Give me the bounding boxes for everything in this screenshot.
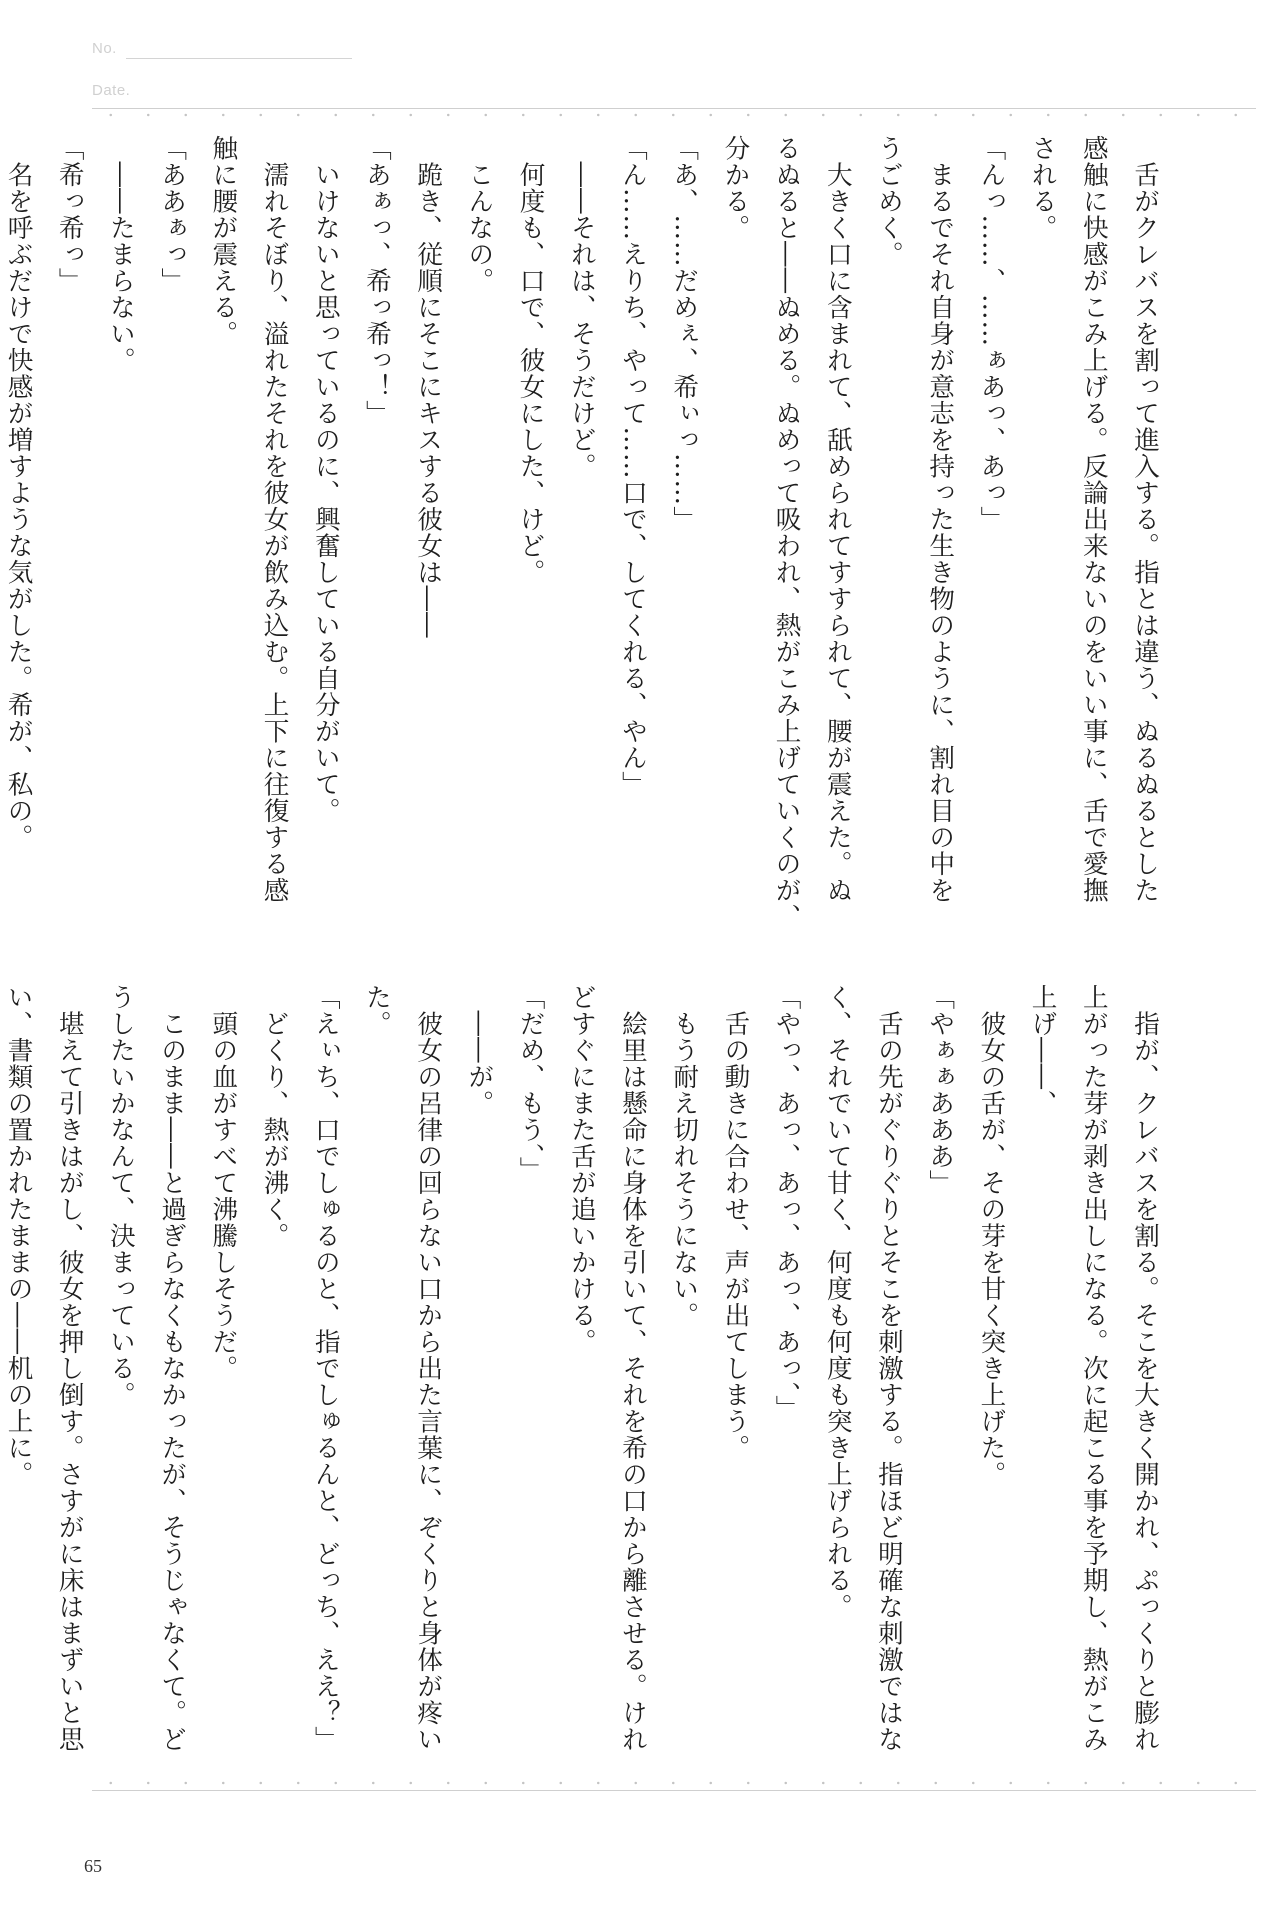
text-line: 跪き、従順にそこにキスする彼女は―― [413,135,444,639]
text-line: 「あ、……だめぇ、希ぃっ……」 [669,135,700,533]
top-rule [92,108,1256,109]
text-line: 「ん……えりち、やって……口で、してくれる、やん」 [617,135,648,798]
no-label: No. [92,40,117,57]
text-line: いけないと思っているのに、興奮している自分がいて。 [310,135,341,824]
text-line: 舌の先がぐりぐりとそこを刺激する。指ほど明確な刺激ではな [873,984,904,1753]
text-line: 上がった芽が剥き出しになる。次に起こる事を予期し、熱がこみ [1078,984,1109,1753]
text-line: こんなの。 [464,135,495,294]
text-line: ――が。 [464,984,495,1117]
text-line: どくり、熱が沸く。 [259,984,290,1249]
text-line: 名を呼ぶだけで快感が増すような気がした。希が、私の。 [3,135,34,851]
text-line: 舌の動きに合わせ、声が出てしまう。 [720,984,751,1461]
text-line: うしたいかなんて、決まっている。 [105,984,136,1408]
top-dot-row [92,112,1256,118]
bottom-rule [92,1790,1256,1791]
text-line: 堪えて引きはがし、彼女を押し倒す。さすがに床はまずいと思 [54,984,85,1753]
text-line: た。 [361,984,392,1037]
text-line: どすぐにまた舌が追いかける。 [566,984,597,1355]
text-line: るぬると――ぬめる。ぬめって吸われ、熱がこみ上げていくのが、 [771,135,802,930]
text-line: く、それでいて甘く、何度も何度も突き上げられる。 [822,984,853,1620]
text-line: 頭の血がすべて沸騰しそうだ。 [208,984,239,1382]
bottom-dot-row [92,1780,1256,1786]
text-line: うごめく。 [873,135,904,268]
text-line: 彼女の呂律の回らない口から出た言葉に、ぞくりと身体が疼い [413,984,444,1753]
text-line: 上げ――、 [1027,984,1058,1117]
text-line: このまま――と過ぎらなくもなかったが、そうじゃなくて。ど [157,984,188,1753]
page-number: 65 [84,1856,102,1876]
text-line: 大きく口に含まれて、舐められてすすられて、腰が震えた。ぬ [822,135,853,904]
bottom-text-section [3,984,1170,1764]
text-line: 「やぁぁあああ」 [925,984,956,1196]
text-line: まるでそれ自身が意志を持った生き物のように、割れ目の中を [925,135,956,904]
text-line: 「希っ希っ」 [54,135,85,294]
no-underline [126,58,352,59]
text-line: い、書類の置かれたままの――机の上に。 [3,984,34,1488]
text-line: 何度も、口で、彼女にした、けど。 [515,135,546,586]
text-line: 「あぁっ、希っ希っ！」 [361,135,392,427]
text-line: 彼女の舌が、その芽を甘く突き上げた。 [976,984,1007,1488]
text-line: される。 [1027,135,1058,241]
text-line: 「だめ、もう、」 [515,984,546,1184]
text-line: 「えぃち、口でしゅるのと、指でしゅるんと、どっち、ええ？」 [310,984,341,1753]
text-line: ――それは、そうだけど。 [566,135,597,480]
text-line: 触に腰が震える。 [208,135,239,347]
text-line: 舌がクレバスを割って進入する。指とは違う、ぬるぬるとした [1130,135,1160,904]
text-line: 絵里は懸命に身体を引いて、それを希の口から離させる。けれ [617,984,648,1753]
text-line: もう耐え切れそうにない。 [669,984,700,1329]
text-line: 「んっ……、……ぁあっ、あっ」 [976,135,1007,533]
text-line: 指が、クレバスを割る。そこを大きく開かれ、ぷっくりと膨れ [1130,984,1160,1753]
text-line: 感触に快感がこみ上げる。反論出来ないのをいい事に、舌で愛撫 [1078,135,1109,904]
date-label: Date. [92,82,131,99]
text-line: ――たまらない。 [105,135,136,374]
text-line: 「やっ、あっ、あっ、あっ、あっ、」 [771,984,802,1422]
text-line: 分かる。 [720,135,751,241]
text-line: 「ああぁっ」 [157,135,188,294]
text-line: 濡れそぼり、溢れたそれを彼女が飲み込む。上下に往復する感 [259,135,290,904]
top-text-section [3,135,1170,935]
